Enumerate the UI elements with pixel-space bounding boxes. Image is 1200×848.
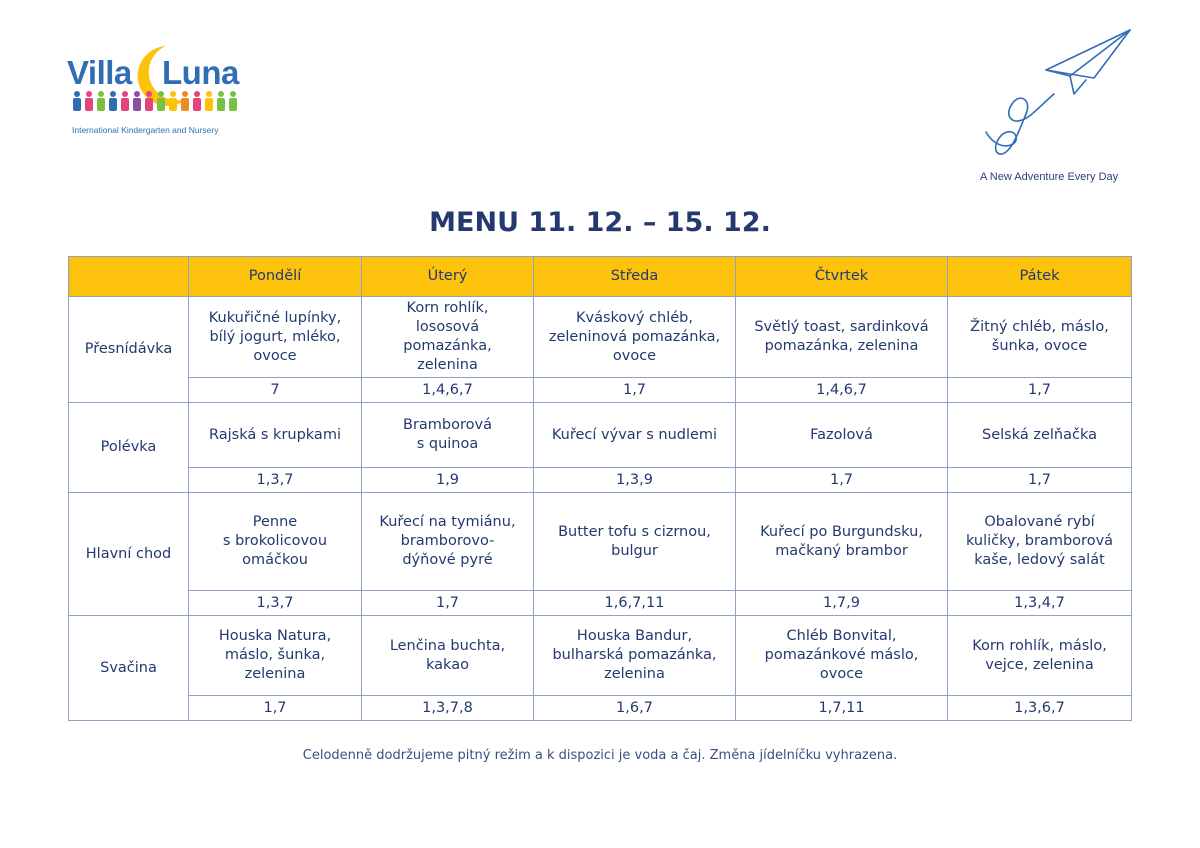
children-icon <box>71 90 241 112</box>
weekly-menu-table <box>68 256 1132 721</box>
dish-cell: Fazolová <box>736 403 948 468</box>
logo-tagline: International Kindergarten and Nursery <box>72 125 219 135</box>
allergen-cell: 1,4,6,7 <box>362 378 534 403</box>
allergen-cell: 7 <box>189 378 362 403</box>
allergen-cell: 1,7,11 <box>736 696 948 721</box>
allergen-row <box>69 591 1132 616</box>
dish-cell: Selská zelňačka <box>948 403 1132 468</box>
day-header: Pondělí <box>189 257 362 297</box>
logo-word-luna: Luna <box>162 54 239 91</box>
allergen-cell: 1,7 <box>534 378 736 403</box>
dish-cell: Chléb Bonvital, pomazánkové máslo, ovoce <box>736 616 948 696</box>
allergen-row <box>69 378 1132 403</box>
dish-cell: Bramborová s quinoa <box>362 403 534 468</box>
allergen-cell: 1,6,7 <box>534 696 736 721</box>
allergen-cell: 1,3,7 <box>189 468 362 493</box>
day-header: Středa <box>534 257 736 297</box>
dish-cell: Obalované rybí kuličky, bramborová kaše, ledový salát <box>948 493 1132 591</box>
dish-row <box>69 297 1132 378</box>
allergen-cell: 1,7 <box>189 696 362 721</box>
dish-cell: Lenčina buchta, kakao <box>362 616 534 696</box>
dish-row <box>69 616 1132 696</box>
allergen-cell: 1,7 <box>948 378 1132 403</box>
meal-name: Hlavní chod <box>69 493 189 616</box>
dish-cell: Butter tofu s cizrnou, bulgur <box>534 493 736 591</box>
dish-cell: Houska Natura, máslo, šunka, zelenina <box>189 616 362 696</box>
allergen-cell: 1,3,7 <box>189 591 362 616</box>
allergen-cell: 1,3,4,7 <box>948 591 1132 616</box>
day-header: Pátek <box>948 257 1132 297</box>
dish-cell: Žitný chléb, máslo, šunka, ovoce <box>948 297 1132 378</box>
dish-cell: Houska Bandur, bulharská pomazánka, zelenina <box>534 616 736 696</box>
allergen-cell: 1,7 <box>948 468 1132 493</box>
villa-luna-logo <box>64 42 249 142</box>
page-title: MENU 11. 12. – 15. 12. <box>429 207 771 238</box>
allergen-cell: 1,7 <box>362 591 534 616</box>
allergen-row <box>69 468 1132 493</box>
allergen-cell: 1,9 <box>362 468 534 493</box>
allergen-cell: 1,6,7,11 <box>534 591 736 616</box>
allergen-cell: 1,4,6,7 <box>736 378 948 403</box>
header-corner-cell <box>69 257 189 297</box>
allergen-row <box>69 696 1132 721</box>
dish-cell: Kuřecí na tymiánu, bramborovo- dýňové pyré <box>362 493 534 591</box>
paper-plane-icon <box>982 28 1134 160</box>
dish-row <box>69 403 1132 468</box>
dish-cell: Kukuřičné lupínky, bílý jogurt, mléko, ovoce <box>189 297 362 378</box>
dish-cell: Kuřecí vývar s nudlemi <box>534 403 736 468</box>
allergen-cell: 1,7,9 <box>736 591 948 616</box>
slogan: A New Adventure Every Day <box>980 171 1119 183</box>
dish-cell: Světlý toast, sardinková pomazánka, zelenina <box>736 297 948 378</box>
dish-cell: Rajská s krupkami <box>189 403 362 468</box>
dish-row <box>69 493 1132 591</box>
header-row <box>69 257 1132 297</box>
footnote: Celodenně dodržujeme pitný režim a k dispozici je voda a čaj. Změna jídelníčku vyhrazena. <box>302 748 898 763</box>
meal-name: Polévka <box>69 403 189 493</box>
dish-cell: Kuřecí po Burgundsku, mačkaný brambor <box>736 493 948 591</box>
dish-cell: Kváskový chléb, zeleninová pomazánka, ovoce <box>534 297 736 378</box>
allergen-cell: 1,7 <box>736 468 948 493</box>
allergen-cell: 1,3,9 <box>534 468 736 493</box>
meal-name: Přesnídávka <box>69 297 189 403</box>
dish-cell: Penne s brokolicovou omáčkou <box>189 493 362 591</box>
dish-cell: Korn rohlík, lososová pomazánka, zelenina <box>362 297 534 378</box>
meal-name: Svačina <box>69 616 189 721</box>
allergen-cell: 1,3,6,7 <box>948 696 1132 721</box>
logo-word-villa: Villa <box>67 54 132 91</box>
dish-cell: Korn rohlík, máslo, vejce, zelenina <box>948 616 1132 696</box>
allergen-cell: 1,3,7,8 <box>362 696 534 721</box>
day-header: Čtvrtek <box>736 257 948 297</box>
day-header: Úterý <box>362 257 534 297</box>
